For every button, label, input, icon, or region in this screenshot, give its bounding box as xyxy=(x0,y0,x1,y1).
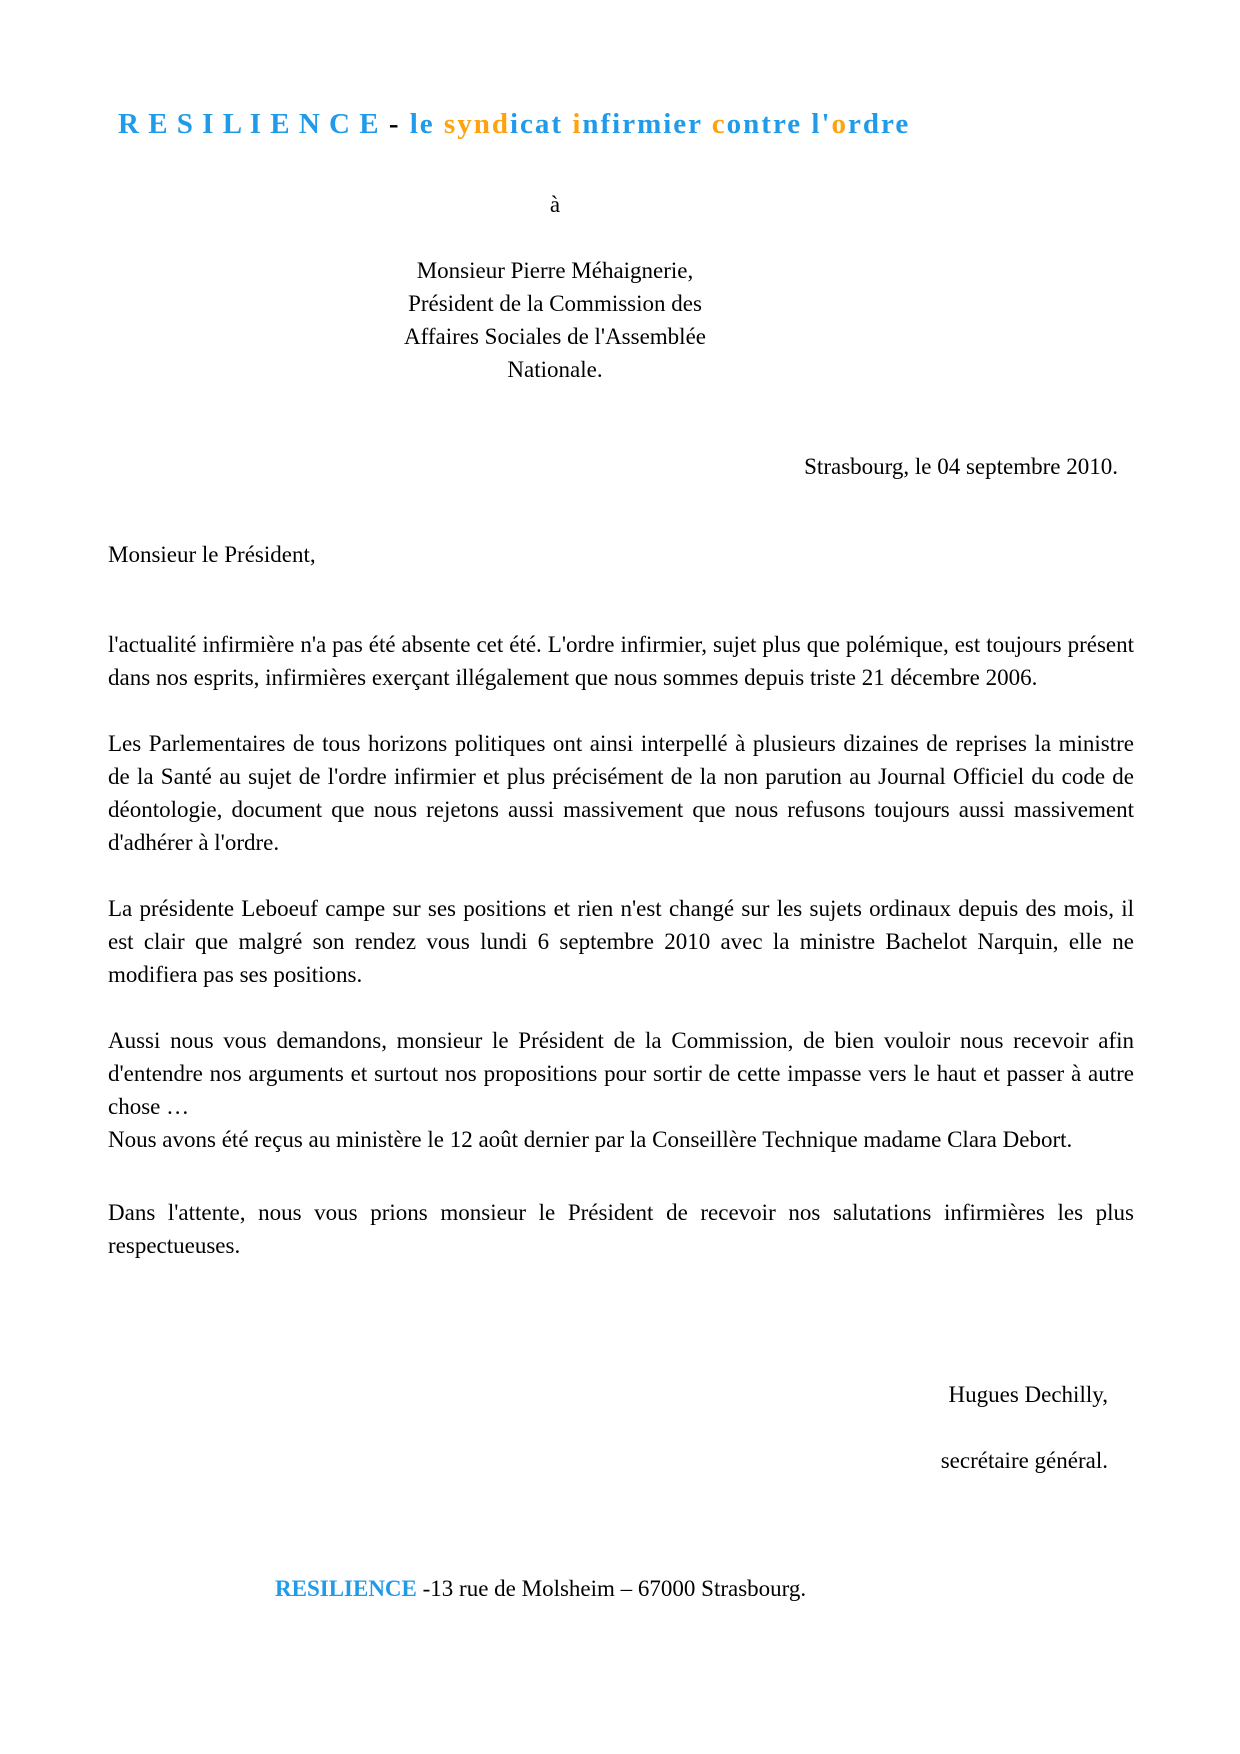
signature-role: secrétaire général. xyxy=(940,1448,1108,1473)
title-segment: synd xyxy=(443,108,510,140)
title-segment: c xyxy=(711,108,727,140)
salutation: Monsieur le Président, xyxy=(108,542,316,567)
signature-name: Hugues Dechilly, xyxy=(948,1382,1108,1407)
recipient-block xyxy=(180,188,930,386)
footer-address xyxy=(275,1572,806,1605)
paragraph: Nous avons été reçus au ministère le 12 août dernier par la Conseillère Technique madame Clara Debort. xyxy=(108,1127,1073,1152)
recipient-line: Affaires Sociales de l'Assemblée xyxy=(404,324,706,349)
title-segment: le xyxy=(409,108,444,140)
paragraph: Les Parlementaires de tous horizons politiques ont ainsi interpellé à plusieurs dizaines de reprises la ministre de la Santé au sujet de l'ordre infirmier et plus précisément de la non parution au Journal Officiel du code de déontologie, document que nous rejetons aussi massivement que nous refusons toujours aussi massivement d'adhérer à l'ordre. xyxy=(108,731,1134,855)
title-segment: ontre xyxy=(726,108,812,140)
paragraph: Dans l'attente, nous vous prions monsieur le Président de recevoir nos salutations infirmières les plus respectueuses. xyxy=(108,1200,1134,1258)
title-segment: o xyxy=(831,108,849,140)
title-segment: l' xyxy=(811,108,832,140)
footer-brand: RESILIENCE xyxy=(275,1576,417,1601)
letterhead-title xyxy=(118,108,910,141)
title-segment: R E S I L I E N C E xyxy=(118,108,380,140)
recipient-line: Nationale. xyxy=(507,357,603,382)
title-segment: icat xyxy=(509,108,573,140)
paragraph: Aussi nous vous demandons, monsieur le Président de la Commission, de bien vouloir nous recevoir afin d'entendre nos arguments et surtout nos propositions pour sortir de cette impasse vers le haut et passer à autre chose … xyxy=(108,1028,1134,1119)
title-segment: nfirmier xyxy=(582,108,712,140)
title-segment: i xyxy=(572,108,583,140)
recipient-intro: à xyxy=(549,192,561,217)
paragraph: La présidente Leboeuf campe sur ses positions et rien n'est changé sur les sujets ordinaux depuis des mois, il est clair que malgré son rendez vous lundi 6 septembre 2010 avec la ministre Bachelot Narquin, elle ne modifiera pas ses positions. xyxy=(108,896,1134,987)
title-segment: rdre xyxy=(848,108,911,140)
paragraph: l'actualité infirmière n'a pas été absente cet été. L'ordre infirmier, sujet plus que polémique, est toujours présent dans nos esprits, infirmières exerçant illégalement que nous sommes depuis triste 21 décembre 2006. xyxy=(108,632,1134,690)
title-segment: - xyxy=(379,108,410,140)
recipient-line: Monsieur Pierre Méhaignerie, xyxy=(416,258,694,283)
letter-body xyxy=(108,628,1134,1295)
footer-address-text: -13 rue de Molsheim – 67000 Strasbourg. xyxy=(416,1576,807,1601)
dateline: Strasbourg, le 04 septembre 2010. xyxy=(804,454,1118,479)
recipient-line: Président de la Commission des xyxy=(408,291,702,316)
